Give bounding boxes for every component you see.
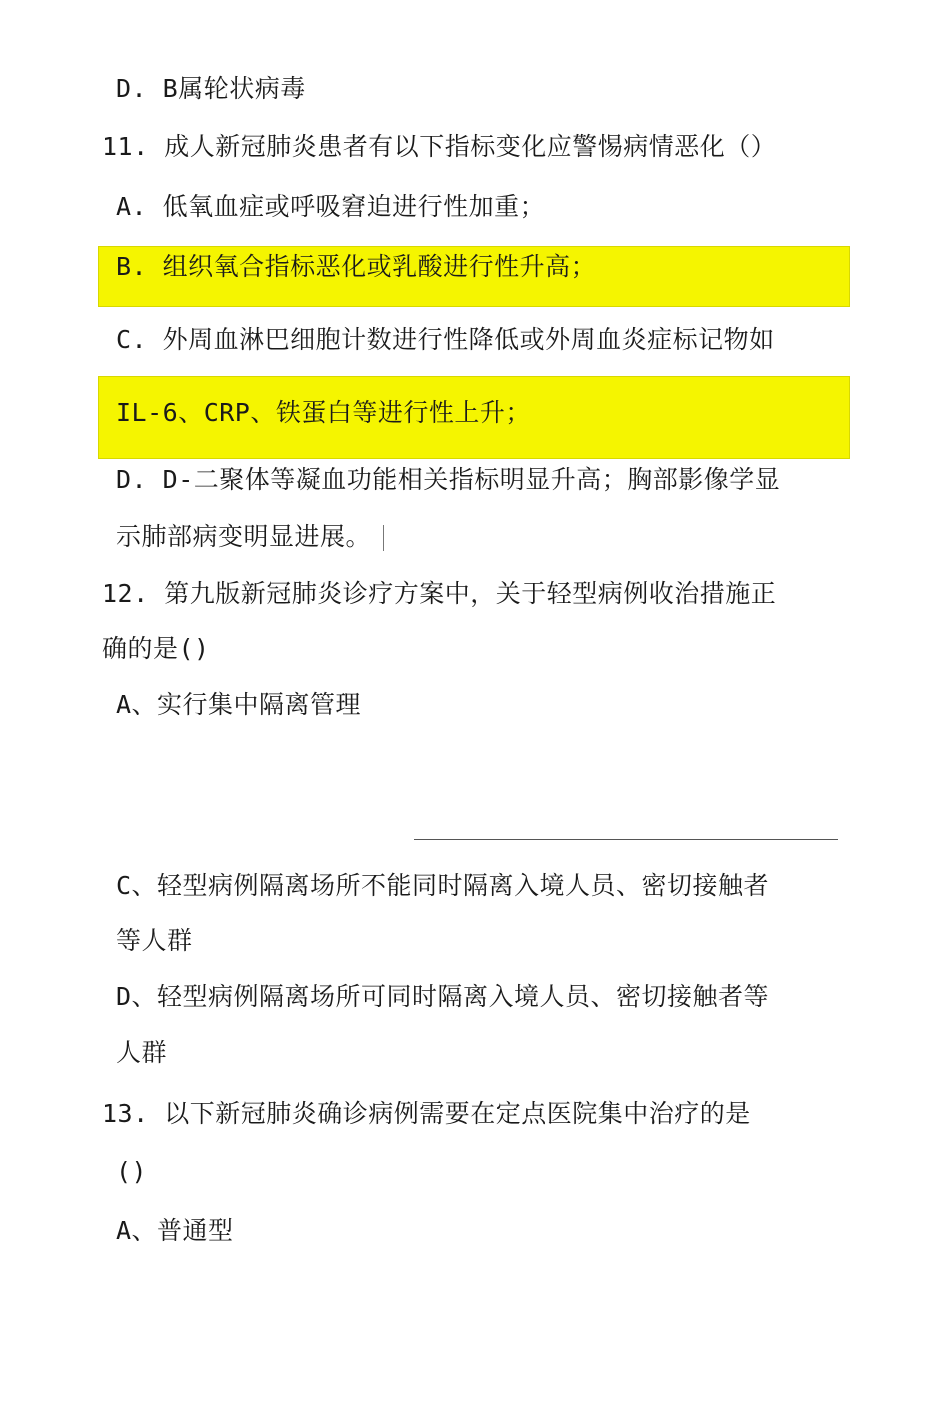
q11-option-c-line2: IL-6、CRP、铁蛋白等进行性上升； xyxy=(116,398,531,427)
q11-option-d-line2-wrap xyxy=(116,520,384,554)
q11-option-c-line1: C. 外周血淋巴细胞计数进行性降低或外周血炎症标记物如 xyxy=(116,325,775,354)
q12-option-c-line1: C、轻型病例隔离场所不能同时隔离入境人员、密切接触者 xyxy=(116,871,770,900)
q13-option-a: A、普通型 xyxy=(116,1216,234,1245)
q11-stem: 11. 成人新冠肺炎患者有以下指标变化应警惕病情恶化（） xyxy=(102,132,777,161)
q12-stem-line1: 12. 第九版新冠肺炎诊疗方案中，关于轻型病例收治措施正 xyxy=(102,579,777,608)
q12-option-d-line2: 人群 xyxy=(116,1038,168,1067)
q12-stem-line2: 确的是() xyxy=(102,634,210,663)
q11-option-b: B. 组织氧合指标恶化或乳酸进行性升高； xyxy=(116,252,597,281)
q10-option-d: D. B属轮状病毒 xyxy=(116,74,306,103)
q11-option-d-line2: 示肺部病变明显进展。 xyxy=(116,522,372,551)
q12-option-c-line2: 等人群 xyxy=(116,926,193,955)
text-cursor xyxy=(383,525,384,551)
q13-stem-line1: 13. 以下新冠肺炎确诊病例需要在定点医院集中治疗的是 xyxy=(102,1099,751,1128)
q12-option-d-line1: D、轻型病例隔离场所可同时隔离入境人员、密切接触者等 xyxy=(116,982,770,1011)
q13-stem-line2: () xyxy=(116,1157,148,1186)
q11-option-d-line1: D. D-二聚体等凝血功能相关指标明显升高；胸部影像学显 xyxy=(116,465,781,494)
q12-option-a: A、实行集中隔离管理 xyxy=(116,690,362,719)
q11-option-a: A. 低氧血症或呼吸窘迫进行性加重； xyxy=(116,192,546,221)
divider-line xyxy=(414,839,838,840)
